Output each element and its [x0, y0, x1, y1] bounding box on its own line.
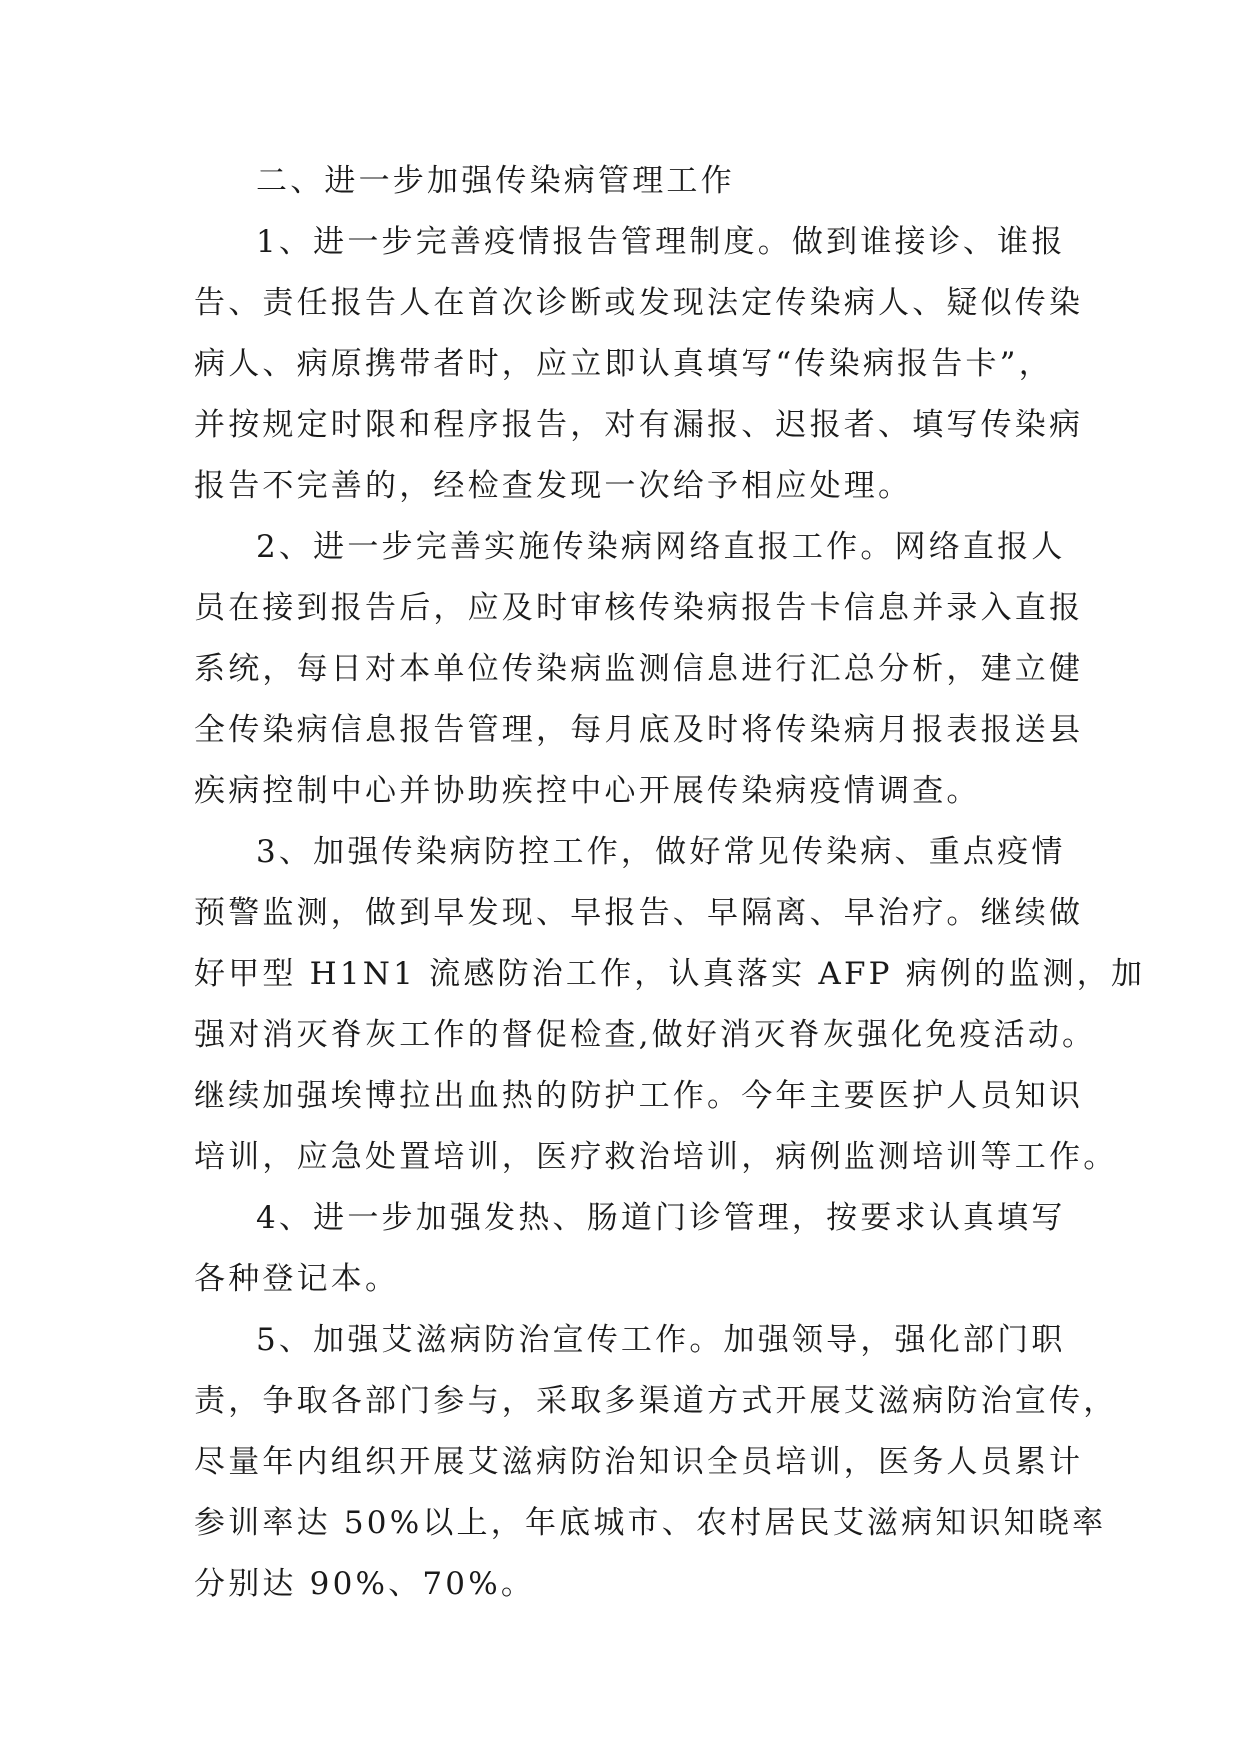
- paragraph-line: 系统，每日对本单位传染病监测信息进行汇总分析，建立健: [194, 651, 1084, 687]
- paragraph-line: 4、进一步加强发热、肠道门诊管理，按要求认真填写: [256, 1200, 1066, 1236]
- paragraph-line: 1、进一步完善疫情报告管理制度。做到谁接诊、谁报: [256, 224, 1066, 260]
- paragraph-line: 分别达 90%、70%。: [194, 1566, 536, 1602]
- paragraph-line: 各种登记本。: [194, 1261, 400, 1297]
- paragraph-line: 告、责任报告人在首次诊断或发现法定传染病人、疑似传染: [194, 285, 1084, 321]
- paragraph-line: 2、进一步完善实施传染病网络直报工作。网络直报人: [256, 529, 1066, 565]
- paragraph-line: 5、加强艾滋病防治宣传工作。加强领导，强化部门职: [256, 1322, 1066, 1358]
- paragraph-line: 病人、病原携带者时，应立即认真填写“传染病报告卡”，: [194, 346, 1053, 382]
- paragraph-line: 预警监测，做到早发现、早报告、早隔离、早治疗。继续做: [194, 895, 1084, 931]
- paragraph-line: 疾病控制中心并协助疾控中心开展传染病疫情调查。: [194, 773, 981, 809]
- paragraph-line: 并按规定时限和程序报告，对有漏报、迟报者、填写传染病: [194, 407, 1084, 443]
- paragraph-3: [194, 822, 1146, 1188]
- document-body: [194, 151, 1146, 1615]
- paragraph-4: [194, 1188, 1066, 1310]
- paragraph-line: 尽量年内组织开展艾滋病防治知识全员培训，医务人员累计: [194, 1444, 1084, 1480]
- paragraph-line: 继续加强埃博拉出血热的防护工作。今年主要医护人员知识: [194, 1078, 1084, 1114]
- paragraph-line: 员在接到报告后，应及时审核传染病报告卡信息并录入直报: [194, 590, 1084, 626]
- section-heading: 二、进一步加强传染病管理工作: [256, 163, 735, 199]
- paragraph-line: 责，争取各部门参与，采取多渠道方式开展艾滋病防治宣传，: [194, 1383, 1118, 1419]
- paragraph-5: [194, 1310, 1118, 1615]
- paragraph-line: 强对消灭脊灰工作的督促检查,做好消灭脊灰强化免疫活动。: [194, 1017, 1097, 1053]
- paragraph-1: [194, 212, 1084, 517]
- paragraph-2: [194, 517, 1084, 822]
- paragraph-line: 好甲型 H1N1 流感防治工作，认真落实 AFP 病例的监测，加: [194, 956, 1146, 992]
- paragraph-line: 全传染病信息报告管理，每月底及时将传染病月报表报送县: [194, 712, 1084, 748]
- paragraph-line: 培训，应急处置培训，医疗救治培训，病例监测培训等工作。: [194, 1139, 1118, 1175]
- paragraph-line: 3、加强传染病防控工作，做好常见传染病、重点疫情: [256, 834, 1066, 870]
- paragraph-line: 报告不完善的，经检查发现一次给予相应处理。: [194, 468, 913, 504]
- paragraph-line: 参训率达 50%以上，年底城市、农村居民艾滋病知识知晓率: [194, 1505, 1107, 1541]
